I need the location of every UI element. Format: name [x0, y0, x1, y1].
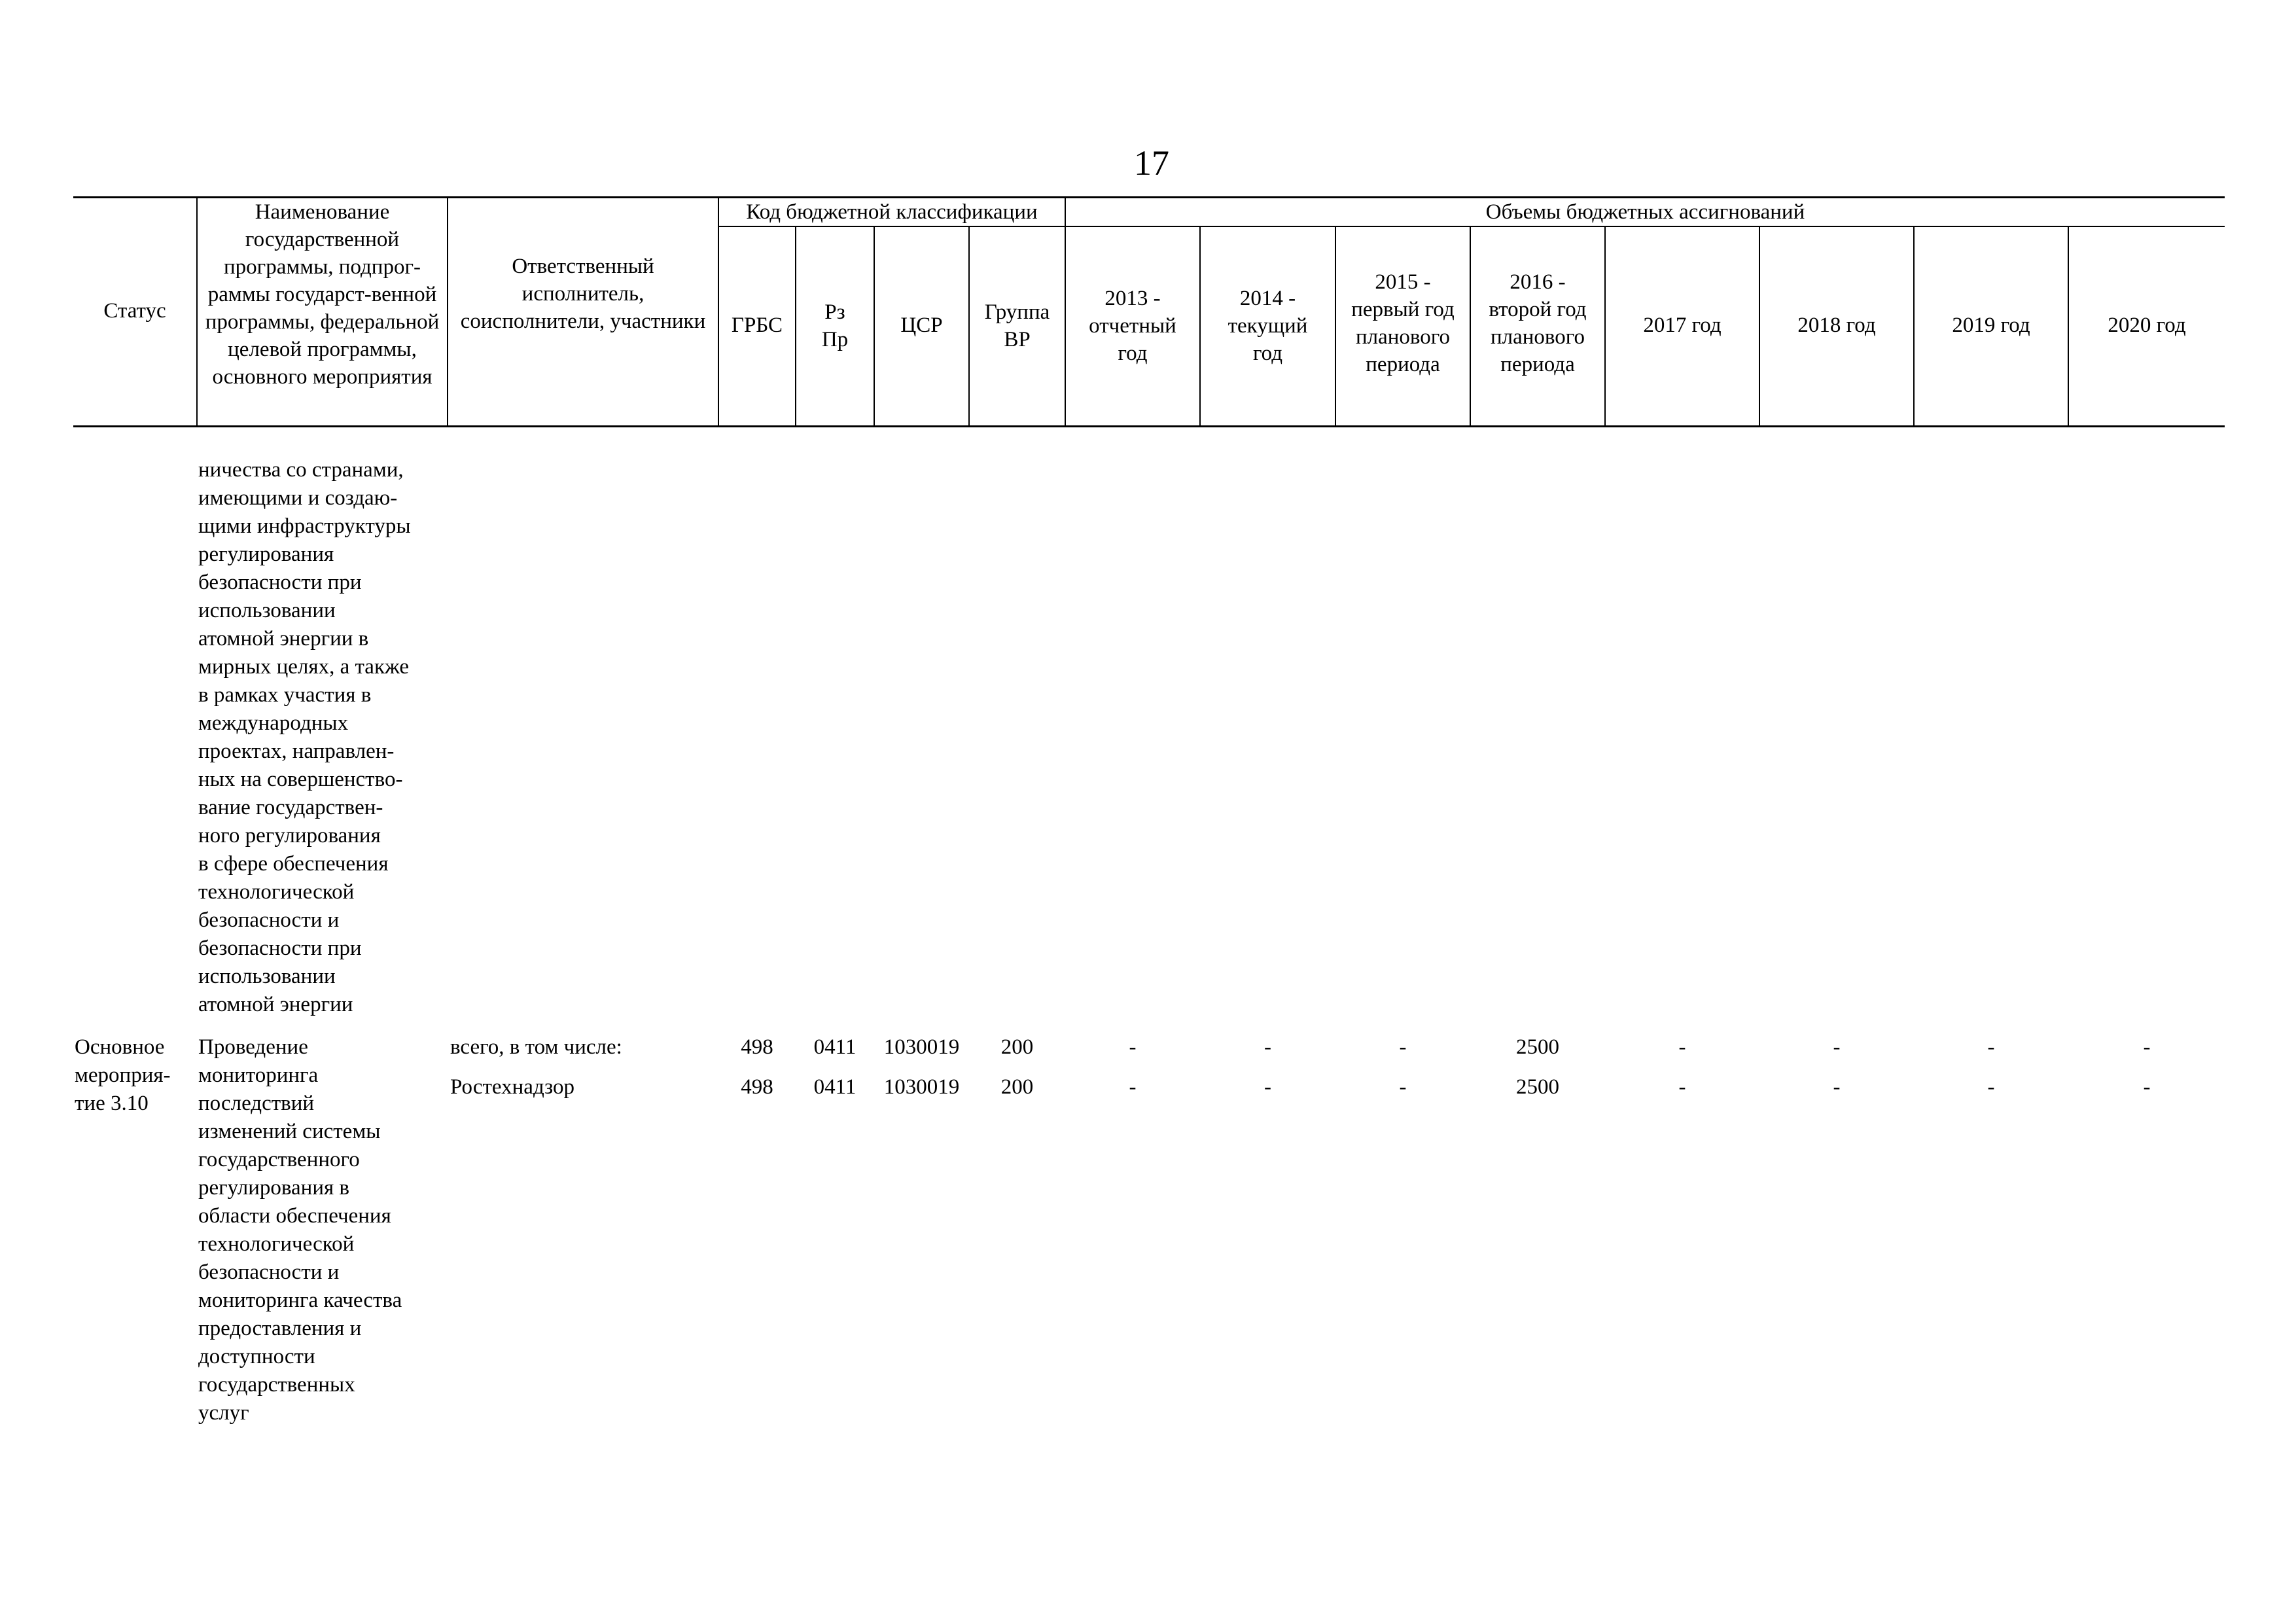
header-group-vr: Группа ВР: [984, 300, 1050, 351]
row-rostekhnadzor-2015: -: [1399, 1075, 1407, 1099]
header-2020: 2020 год: [2108, 313, 2186, 337]
header-grbs: ГРБС: [731, 313, 783, 337]
header-2018: 2018 год: [1797, 313, 1876, 337]
header-rz-pr: Рз Пр: [821, 300, 849, 351]
row-rostekhnadzor-rz-pr: 0411: [813, 1075, 857, 1099]
row-rostekhnadzor-2018: -: [1833, 1075, 1841, 1099]
row-total-2015: -: [1399, 1035, 1407, 1059]
header-2015: 2015 - первый год планового периода: [1351, 270, 1455, 376]
row-total-grbs: 498: [741, 1035, 773, 1059]
row-total-2020: -: [2143, 1035, 2151, 1059]
row-total-responsible: всего, в том числе:: [450, 1035, 622, 1059]
row-rostekhnadzor-2016: 2500: [1516, 1075, 1559, 1099]
row-rostekhnadzor-2017: -: [1678, 1075, 1686, 1099]
header-2014: 2014 - текущий год: [1227, 287, 1308, 365]
row-total-vr: 200: [1000, 1035, 1034, 1059]
header-2017: 2017 год: [1643, 313, 1722, 337]
activity-status: Основное мероприя- тие 3.10: [75, 1035, 171, 1115]
activity-name: Проведение мониторинга последствий изменений системы государственного регулирования в области обеспечения технологической безопасности и мониторинга качества предоставления и доступности государственных услуг: [198, 1035, 402, 1425]
row-total-2016: 2500: [1516, 1035, 1559, 1059]
row-total-2018: -: [1833, 1035, 1841, 1059]
header-allocations-group: Объемы бюджетных ассигнований: [1485, 200, 1805, 224]
row-rostekhnadzor-2020: -: [2143, 1075, 2151, 1099]
row-total-2013: -: [1129, 1035, 1137, 1059]
header-2016: 2016 - второй год планового периода: [1489, 270, 1587, 376]
header-budget-code-group: Код бюджетной классификации: [746, 200, 1038, 224]
row-rostekhnadzor-2013: -: [1129, 1075, 1137, 1099]
row-rostekhnadzor-responsible: Ростехнадзор: [450, 1075, 574, 1099]
header-bottom-rule: [73, 425, 2225, 427]
row-rostekhnadzor-csr: 1030019: [883, 1075, 960, 1099]
group-header-rule: [718, 226, 2225, 227]
row-rostekhnadzor-2019: -: [1987, 1075, 1995, 1099]
row-total-rz-pr: 0411: [813, 1035, 857, 1059]
row-total-2019: -: [1987, 1035, 1995, 1059]
page-number: 17: [1134, 143, 1169, 183]
row-rostekhnadzor-2014: -: [1264, 1075, 1271, 1099]
header-csr: ЦСР: [900, 313, 943, 337]
row-rostekhnadzor-grbs: 498: [741, 1075, 773, 1099]
header-status: Статус: [103, 299, 166, 323]
header-program-name: Наименование государственной программы, подпрог-раммы государст-венной программы, федеральной целевой программы, основного мероприятия: [205, 200, 440, 389]
row-rostekhnadzor-vr: 200: [1000, 1075, 1034, 1099]
header-responsible: Ответственный исполнитель, соисполнители, участники: [460, 255, 706, 333]
row-total-2014: -: [1264, 1035, 1271, 1059]
header-2019: 2019 год: [1952, 313, 2030, 337]
header-2013: 2013 - отчетный год: [1089, 287, 1176, 365]
row-total-2017: -: [1678, 1035, 1686, 1059]
continued-program-name: ничества со странами, имеющими и создаю- щими инфраструктуры регулирования безопасности при использовании атомной энергии в мирных целях, а также в рамках участия в международных проектах, направлен- ных на совершенство- вание государствен- ного регулирования в сфере обеспечения технологической безопасности и безопасности при использовании атомной энергии: [198, 458, 411, 1016]
row-total-csr: 1030019: [883, 1035, 960, 1059]
